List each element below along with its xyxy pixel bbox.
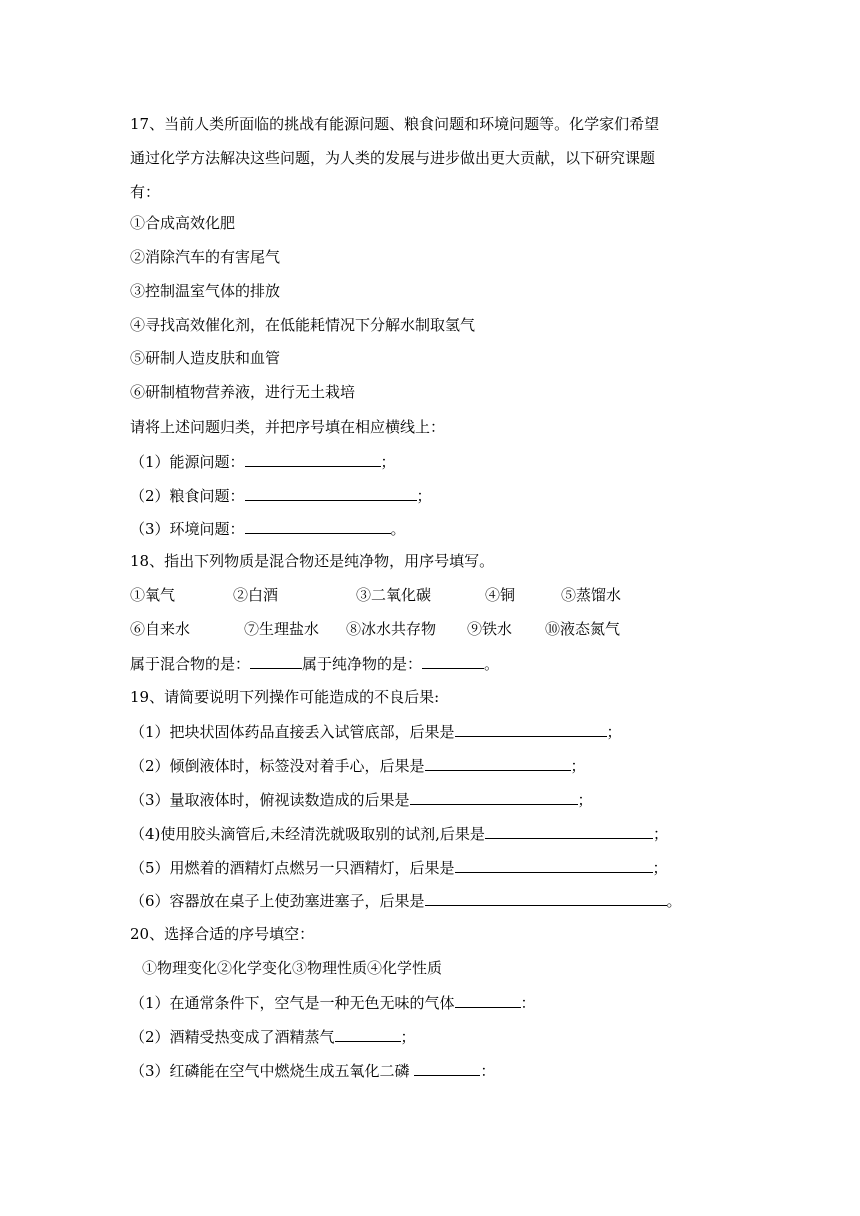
- q20-sub-1-label: （1）在通常条件下，空气是一种无色无味的气体: [130, 994, 455, 1012]
- q20-sub-2: [130, 1025, 416, 1047]
- answer-blank[interactable]: [245, 517, 391, 534]
- q19-sub-2-label: （2）倾倒液体时，标签没对着手心，后果是: [130, 757, 425, 775]
- q17-sub-3-label: （3）环境问题：: [130, 520, 245, 538]
- q19-sub-4-label: （4)使用胶头滴管后,未经清洗就吸取别的试剂,后果是: [130, 825, 485, 843]
- q17-intro-line-2: 通过化学方法解决这些问题，为人类的发展与进步做出更大贡献，以下研究课题: [130, 149, 656, 167]
- q18-option: ①氧气: [130, 586, 176, 604]
- q18-pure-label: 属于纯净物的是：: [302, 655, 423, 673]
- q18-option: ⑨铁水: [467, 620, 513, 638]
- q18-option: ③二氧化碳: [356, 586, 432, 604]
- answer-blank[interactable]: [455, 991, 521, 1008]
- pure-answer-blank[interactable]: [422, 652, 484, 669]
- q19-sub-3-label: （3）量取液体时，俯视读数造成的后果是: [130, 791, 410, 809]
- q18-answer-line: [130, 652, 499, 674]
- q20-sub-1: [130, 991, 536, 1013]
- q18-option: ②白酒: [233, 586, 279, 604]
- answer-blank[interactable]: [425, 889, 667, 906]
- q19-sub-3: [130, 788, 593, 810]
- q19-sub-4-end: ；: [652, 825, 668, 843]
- answer-blank[interactable]: [335, 1025, 401, 1042]
- q17-sub-2: [130, 484, 432, 506]
- q17-sub-2-label: （2）粮食问题：: [130, 487, 245, 505]
- q18-end: 。: [484, 655, 500, 673]
- answer-blank[interactable]: [455, 856, 653, 873]
- answer-blank[interactable]: [425, 754, 571, 771]
- q20-intro: 20、选择合适的序号填空：: [130, 925, 315, 943]
- answer-blank[interactable]: [410, 788, 578, 805]
- q20-sub-2-end: ；: [400, 1028, 416, 1046]
- q18-option: ⑦生理盐水: [244, 620, 320, 638]
- q20-sub-3-label: （3）红磷能在空气中燃烧生成五氧化二磷: [130, 1062, 415, 1080]
- mixture-answer-blank[interactable]: [250, 652, 302, 669]
- q17-item-4: ④寻找高效催化剂，在低能耗情况下分解水制取氢气: [130, 316, 476, 334]
- q18-mixture-label: 属于混合物的是：: [130, 655, 251, 673]
- q17-sub-3-end: 。: [390, 520, 406, 538]
- q19-sub-6-label: （6）容器放在桌子上使劲塞进塞子，后果是: [130, 892, 425, 910]
- q19-sub-2: [130, 754, 586, 776]
- q20-sub-2-label: （2）酒精受热变成了酒精蒸气: [130, 1028, 335, 1046]
- q18-option: ⑥自来水: [130, 620, 191, 638]
- q19-sub-1: [130, 720, 622, 742]
- q18-option: ④铜: [485, 586, 516, 604]
- q18-option: ⑧冰水共存物: [346, 620, 437, 638]
- answer-blank[interactable]: [455, 720, 607, 737]
- q19-sub-6: [130, 889, 682, 911]
- q17-sub-1-label: （1）能源问题：: [130, 453, 245, 471]
- q17-item-5: ⑤研制人造皮肤和血管: [130, 349, 281, 367]
- answer-blank[interactable]: [245, 484, 417, 501]
- q17-sub-1-end: ；: [380, 453, 396, 471]
- q17-sub-3: [130, 517, 406, 539]
- q18-intro: 18、指出下列物质是混合物还是纯净物，用序号填写。: [130, 552, 495, 570]
- q20-options: ①物理变化②化学变化③物理性质④化学性质: [142, 959, 443, 977]
- q17-intro-line-3: 有：: [130, 183, 161, 201]
- q17-sub-2-end: ；: [416, 487, 432, 505]
- q20-sub-3: [130, 1059, 495, 1081]
- q20-sub-1-end: ：: [520, 994, 536, 1012]
- q18-option: ⑩液态氮气: [545, 620, 621, 638]
- q17-intro-line-1: 17、当前人类所面临的挑战有能源问题、粮食问题和环境问题等。化学家们希望: [130, 115, 660, 133]
- q17-item-3: ③控制温室气体的排放: [130, 282, 281, 300]
- q17-sub-1: [130, 450, 396, 472]
- q17-instruction: 请将上述问题归类，并把序号填在相应横线上：: [130, 418, 446, 436]
- q17-item-2: ②消除汽车的有害尾气: [130, 248, 281, 266]
- q19-sub-5-end: ；: [652, 859, 668, 877]
- q19-sub-3-end: ；: [577, 791, 593, 809]
- q17-item-6: ⑥研制植物营养液，进行无土栽培: [130, 383, 356, 401]
- q19-sub-1-end: ；: [606, 723, 622, 741]
- q19-sub-2-end: ；: [570, 757, 586, 775]
- q20-sub-3-end: ：: [480, 1062, 496, 1080]
- q18-option: ⑤蒸馏水: [561, 586, 622, 604]
- q19-sub-6-end: 。: [666, 892, 682, 910]
- q19-sub-4: [130, 822, 668, 844]
- q17-item-1: ①合成高效化肥: [130, 214, 236, 232]
- q19-sub-5-label: （5）用燃着的酒精灯点燃另一只酒精灯，后果是: [130, 859, 455, 877]
- answer-blank[interactable]: [485, 822, 653, 839]
- answer-blank[interactable]: [414, 1059, 480, 1076]
- answer-blank[interactable]: [245, 450, 381, 467]
- q19-sub-5: [130, 856, 668, 878]
- q19-intro: 19、请简要说明下列操作可能造成的不良后果:: [130, 688, 440, 706]
- q19-sub-1-label: （1）把块状固体药品直接丢入试管底部，后果是: [130, 723, 455, 741]
